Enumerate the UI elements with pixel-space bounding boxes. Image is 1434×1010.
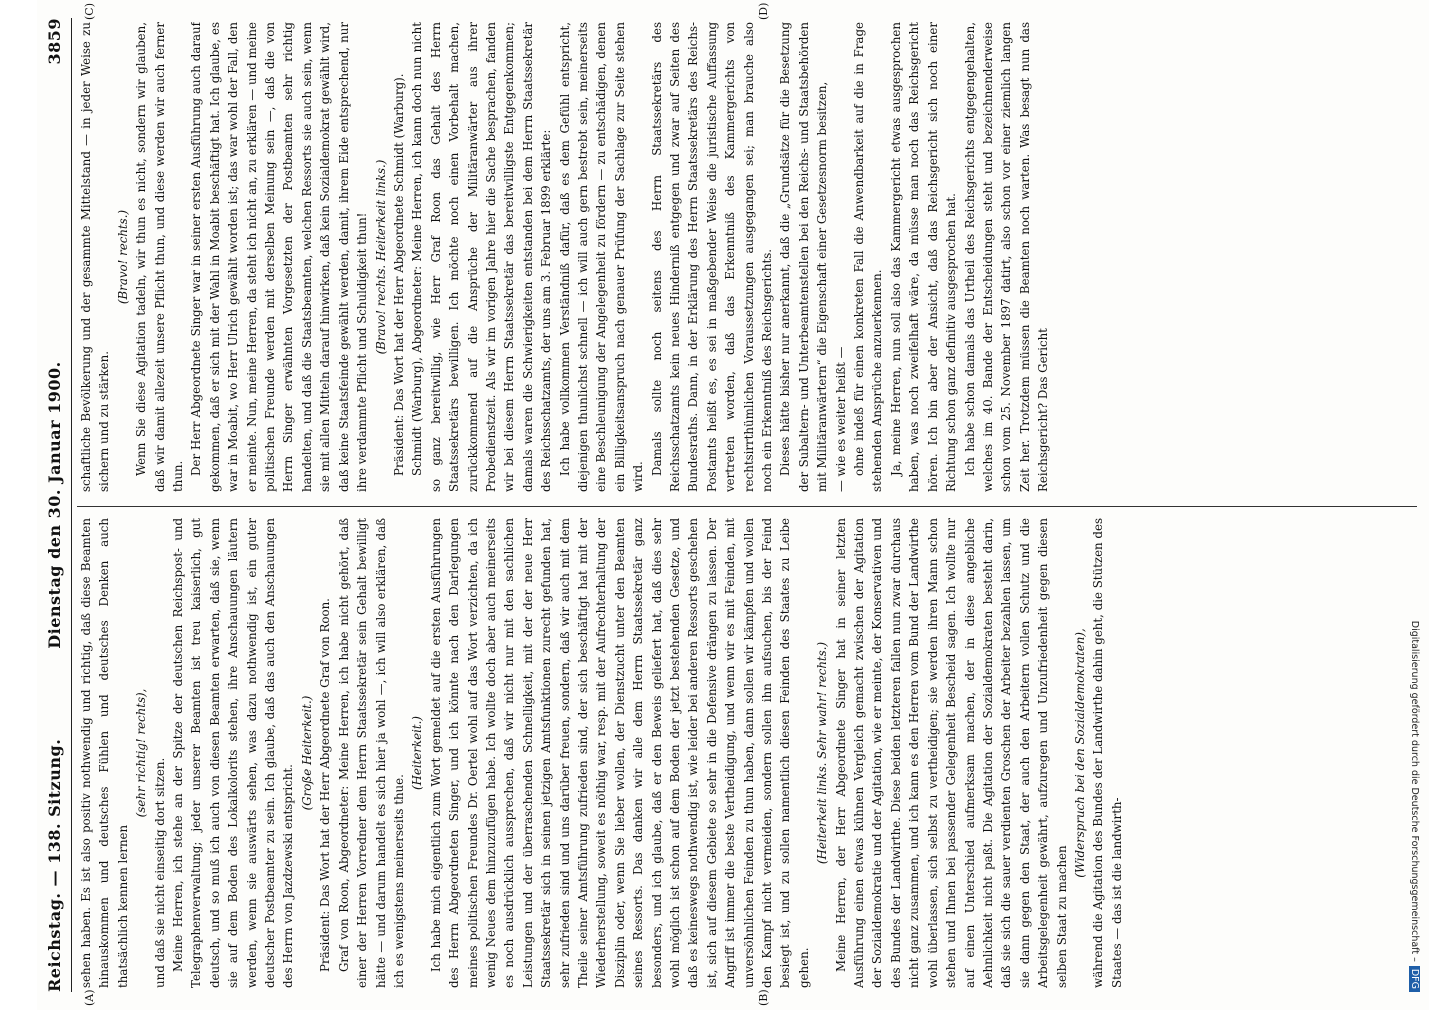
left-column-paragraph: (Widerspruch bei den Sozialdemokraten), bbox=[1072, 628, 1087, 878]
right-column-paragraph: Ich habe schon damals das Urtheil des Reichsgerichts entgegengehalten, welches im 40. Bande der Entscheidungen steht und bezeichnenderweise schon vom 25. November 1897 datirt, also schon vor einer ziemlich langen Zeit her. Trotzdem müssen die Beamten noch warten. Was besagt nun das Reichsgericht? Das Gericht bbox=[962, 22, 1051, 492]
dfg-logo: DFG bbox=[1409, 966, 1420, 992]
left-column-paragraph: und daß sie nicht einseitig dort sitzen. bbox=[152, 757, 167, 988]
document-page bbox=[37, 0, 1429, 1010]
right-column bbox=[77, 22, 1417, 492]
left-column-paragraph: (Heiterkeit.) bbox=[410, 716, 425, 791]
right-column-paragraph: Schmidt (Warburg), Abgeordneter: Meine Herren, ich kann doch nun nicht so ganz bereitwillig, wie Herr Graf Roon das Gehalt des Herrn Staatssekretärs bewilligen. Ich möchte noch einen Vorbehalt machen, zurückkommend auf die Ansprüche der Militäranwärter aus ihrer Probedienstzeit. Als wir im vorigen Jahre hier die Sache besprachen, fanden wir bei diesem Herrn Staatssekretär das bereitwilligste Entgegenkommen; damals waren die Schwierigkeiten entstanden bei dem Herrn Staatssekretär des Reichsschatzamts, der uns am 3. Februar 1899 erklärte: bbox=[410, 22, 554, 492]
right-column-paragraph: Wenn Sie diese Agitation tadeln, wir thun es nicht, sondern wir glauben, daß wir damit allezeit unsere Pflicht thun, und diese werden wir auch ferner thun. bbox=[134, 22, 186, 492]
margin-marker-a: (A) bbox=[83, 989, 96, 1006]
margin-marker-d: (D) bbox=[757, 2, 770, 20]
right-column-paragraph: Der Herr Abgeordnete Singer war in seiner ersten Ausführung auch darauf gekommen, daß er sich mit der Wahl in Moabit beschäftigt hat. Ich glaube, es war in Moabit, wo Herr Ulrich gewählt worden ist; das war wohl der Fall, den er meinte. Nun, meine Herren, da steht ich nicht an, zu erklären — und meine politischen Freunde werden mit derselben Meinung sein —, daß die von Herrn Singer erwähnten Vorgesetzten der Postbeamten sehr richtig handelten, und daß die Staatsbeamten, welchen Ressorts sie auch sein, wenn sie mit allen Mitteln darauf hinwirken, daß kein Sozialdemokrat gewählt wird, daß keine Staatsfeinde gewählt werden, damit, ihrem Eide entsprechend, nur ihre verdammte Pflicht und Schuldigkeit thun! bbox=[189, 22, 370, 492]
left-column-paragraph: (sehr richtig! rechts), bbox=[134, 688, 149, 818]
left-column-paragraph: Präsident: Das Wort hat der Herr Abgeordnete Graf von Roon. bbox=[318, 598, 333, 972]
right-column-paragraph: (Bravo! rechts. Heiterkeit links.) bbox=[373, 159, 388, 355]
right-column-paragraph: schaftliche Bevölkerung und der gesammte Mittelstand — in jeder Weise zu sichern und zu stärken. bbox=[79, 22, 112, 492]
right-column-paragraph: Ich habe vollkommen Verständniß dafür, daß es dem Gefühl entspricht, diejenigen thunlichst schnell — ich will auch gern bestrebt sein, meinerseits eine Beschleunigung der Angelegenheit zu fördern — zu entschädigen, denen ein Billigkeitsanspruch nach genauer Prüfung der Sachlage zur Seite stehen wird. bbox=[557, 22, 646, 492]
left-column bbox=[77, 518, 1417, 988]
margin-marker-c: (C) bbox=[83, 3, 96, 20]
digitization-text: Digitalisierung gefördert durch die Deutsche Forschungsgemeinschaft – bbox=[1409, 620, 1420, 962]
right-column-paragraph: (Bravo! rechts.) bbox=[115, 209, 130, 305]
left-column-paragraph: Ich habe mich eigentlich zum Wort gemeldet auf die ersten Ausführungen des Herrn Abgeordneten Singer, und ich könnte nach den Darlegungen meines politischen Freundes Dr. Oertel wohl auf das Wort verzichten, da ich wenig Neues dem hinzuzufügen habe. Ich wollte doch aber auch meinerseits es noch ausdrücklich aussprechen, daß wir nicht nur mit den sachlichen Leistungen und der überraschenden Schnelligkeit, mit der der neue Herr Staatssekretär sich in seinen jetzigen Amtsfunktionen zurecht gefunden hat, sehr zufrieden sind und uns darüber freuen, sondern, daß wir auch mit dem Theile seiner Amtsführung zufrieden sind, der sich beschäftigt hat mit der Wiederherstellung, soweit es nöthig war, resp. mit der Aufrechterhaltung der Disziplin oder, wenn Sie lieber wollen, der Dienstzucht unter den Beamten seines Ressorts. Das danken wir alle dem Herrn Staatssekretär ganz besonders, und ich glaube, daß er den Beweis geliefert hat, daß dies sehr wohl möglich ist schon auf dem Boden der jetzt bestehenden Gesetze, und daß es keineswegs nothwendig ist, wie leider bei anderen Ressorts geschehen ist, sich auf diesem Gebiete so sehr in die Defensive drängen zu lassen. Der Angriff ist immer die beste Vertheidigung, und wenn wir es mit Feinden, mit unversöhnlichen Feinden zu thun haben, dann sollen wir kämpfen und wollen den Kampf nicht vermeiden, sondern sollen ihn aufsuchen, bis der Feind besiegt ist, und zu sollen namentlich diesen Feinden des Staates zu Leibe gehen. bbox=[428, 518, 811, 988]
left-column-paragraph: während die Agitation des Bundes der Landwirthe dahin geht, die Stützen des Staates — das ist die landwirth- bbox=[1091, 518, 1124, 988]
left-column-paragraph: Meine Herren, ich stehe an der Spitze der deutschen Reichspost- und Telegraphenverwaltung; jeder unserer Beamten ist treu kaiserlich, gut deutsch, und so muß ich auch von diesen Beamten erwarten, daß sie, wenn sie auf dem Boden des Lokalkolorits stehen, ihre Anschauungen läutern werden, wenn sie auswärts sehen, was dazu nothwendig ist, ein guter deutscher Postbeamter zu sein. Ich glaube, daß das auch den Anschauungen des Herrn von Jazdzewski entspricht. bbox=[171, 518, 296, 988]
margin-marker-b: (B) bbox=[757, 989, 770, 1006]
page-number: 3859 bbox=[44, 18, 64, 65]
right-column-paragraph: Präsident: Das Wort hat der Herr Abgeordnete Schmidt (Warburg). bbox=[391, 73, 406, 476]
right-column-paragraph: Dieses hätte bisher nur anerkannt, daß die „Grundsätze für die Besetzung der Subaltern- und Unterbeamtenstellen bei den Reichs- und Staatsbehörden mit Militäranwärtern“ die Eigenschaft einer Gesetzesnorm besitzen, bbox=[778, 22, 830, 492]
digitization-note bbox=[1404, 8, 1424, 992]
left-column-paragraph: sehen haben. Es ist also positiv nothwendig und richtig, daß diese Beamten hinauskommen und deutsches Fühlen und deutsches Denken auch thatsächlich kennen lernen bbox=[79, 518, 130, 988]
page-header bbox=[37, 18, 72, 992]
right-column-paragraph: ohne indeß für einen konkreten Fall die Anwendbarkeit auf die in Frage stehenden Ansprüche anzuerkennen. bbox=[852, 22, 885, 492]
right-column-paragraph: Damals sollte noch seitens des Herrn Staatssekretärs des Reichsschatzamts kein neues Hinderniß entgegen und zwar auf Seiten des Bundesraths. Dann, in der Erklärung des Herrn Staatssekretärs des Reichs-Postamts heißt es, es sei in maßgebender Weise die juristische Auffassung vertreten worden, daß das Erkenntniß des Kammergerichts von rechtsirrthümlichen Voraussetzungen ausgegangen sei; man brauche also noch ein Erkenntniß des Reichsgerichts. bbox=[649, 22, 775, 492]
right-column-paragraph: — wie es weiter heißt — bbox=[833, 346, 848, 492]
column-divider bbox=[77, 506, 1417, 507]
left-column-paragraph: Meine Herren, der Herr Abgeordnete Singer hat in seiner letzten Ausführung einen etwas kühnen Vergleich gemacht zwischen der Agitation der Sozialdemokratie und der Agitation, wie er meinte, der Konservativen und des Bundes der Landwirthe. Diese beiden letzteren fallen nun zwar durchaus nicht ganz zusammen, und ich kann es den Herren vom Bund der Landwirthe wohl überlassen, sich selbst zu vertheidigen; sie werden ihren Mann schon stehen und Ihnen bei passender Gelegenheit Bescheid sagen. Ich wollte nur auf einen Unterschied aufmerksam machen, der in diese angebliche Aehnlichkeit nicht paßt. Die Agitation der Sozialdemokraten besteht darin, daß sie sich die sauer verdienten Groschen der Arbeiter bezahlen lassen, um sie dann gegen den Staat, der auch den Arbeitern vollen Schutz und die Arbeitsgelegenheit gewährt, aufzuregen und Unzufriedenheit gegen diesen selben Staat zu machen bbox=[833, 518, 1069, 988]
left-column-paragraph: (Große Heiterkeit.) bbox=[299, 695, 314, 811]
left-column-paragraph: (Heiterkeit links. Sehr wahr! rechts.) bbox=[815, 641, 830, 865]
right-column-paragraph: Ja, meine Herren, nun soll also das Kammergericht etwas ausgesprochen haben, was noch zweifelhaft wäre, da müsse man noch das Reichsgericht hören. Ich bin aber der Ansicht, daß das Reichsgericht sich noch einer Richtung schon ganz definitiv ausgesprochen hat. bbox=[888, 22, 959, 492]
header-left: Reichstag. — 138. Sitzung. bbox=[44, 738, 64, 992]
left-column-paragraph: Graf von Roon, Abgeordneter: Meine Herren, ich habe nicht gehört, daß einer der Herren Vorredner dem Herrn Staatssekretär sein Gehalt bewilligt hätte — und darum handelt es sich hier ja wohl —, ich will also erklären, daß ich es wenigstens meinerseits thue. bbox=[336, 518, 406, 988]
header-date: Dienstag den 30. Januar 1900. bbox=[44, 361, 64, 649]
